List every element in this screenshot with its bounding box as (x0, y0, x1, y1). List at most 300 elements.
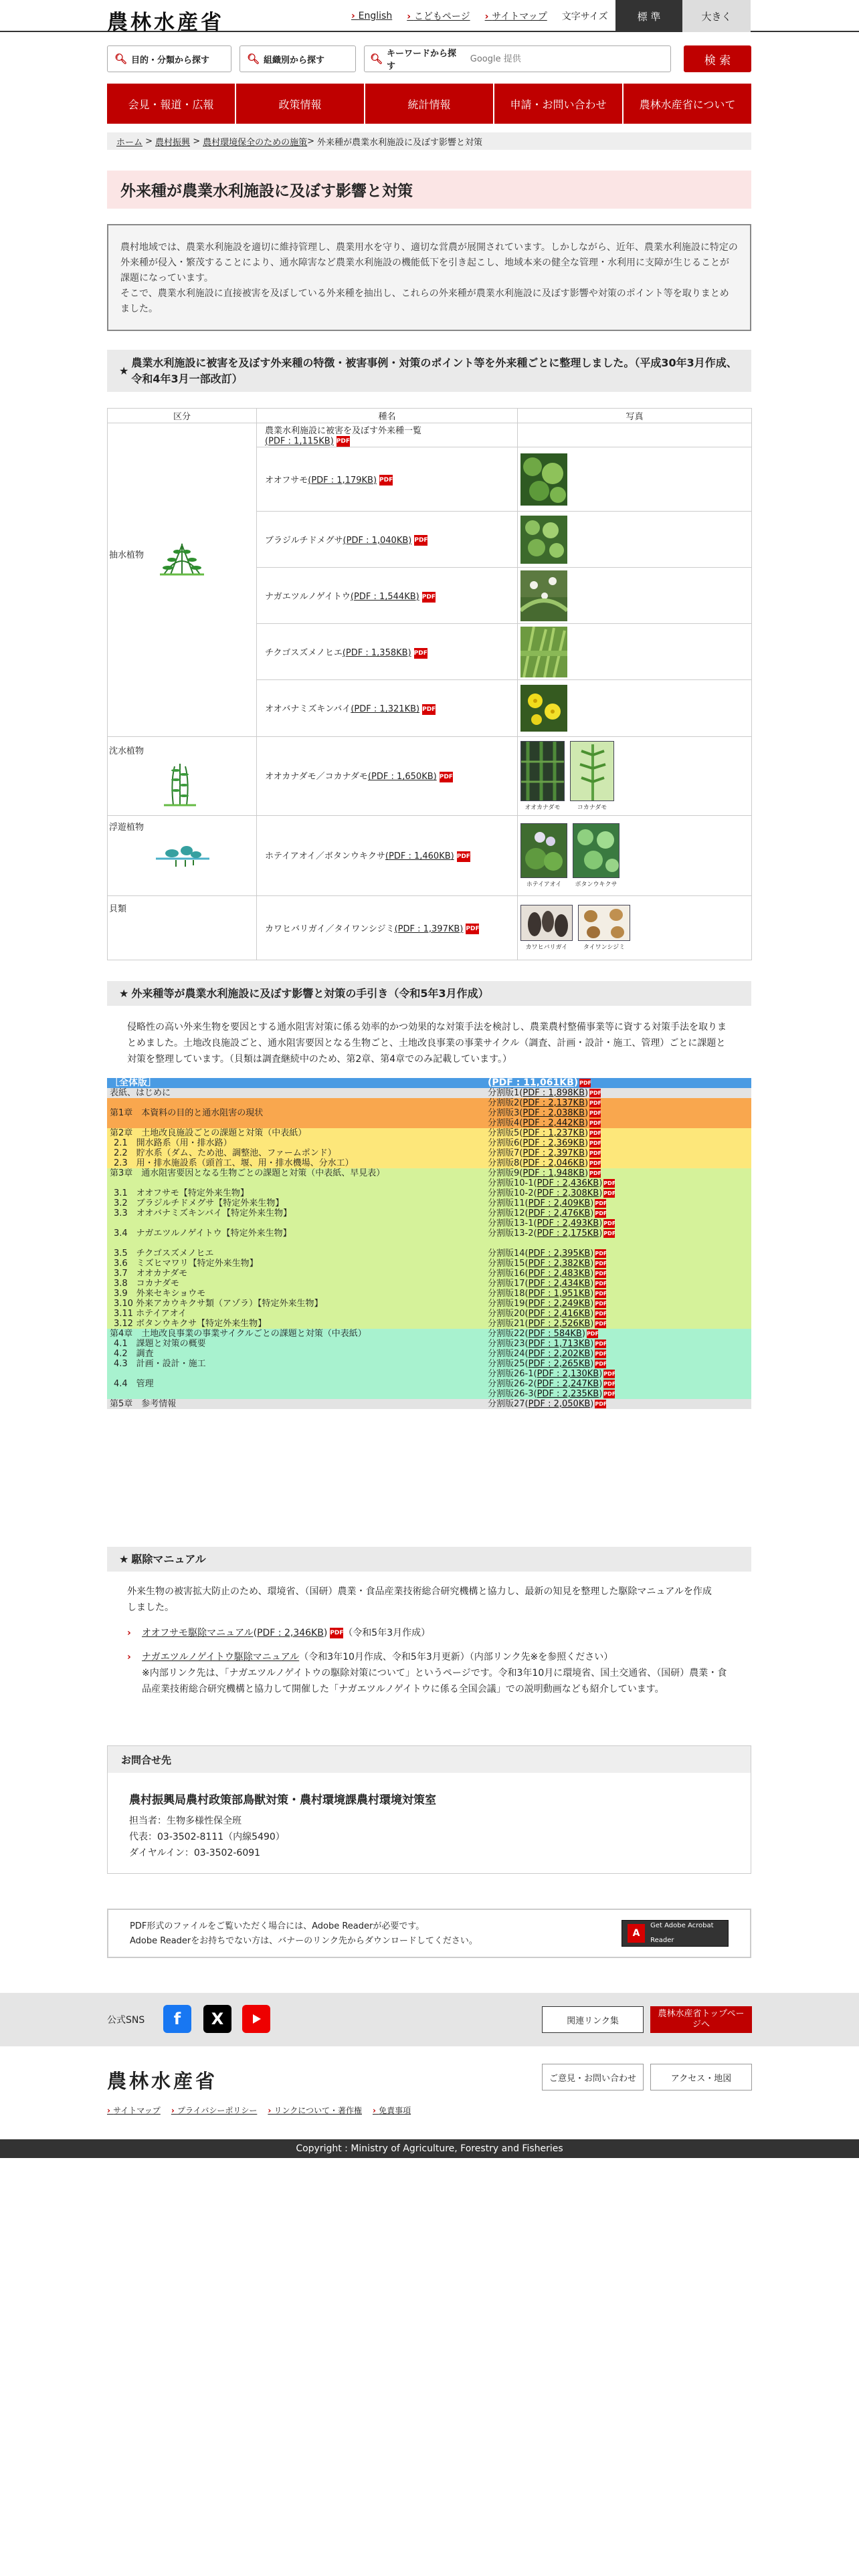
pdf-icon: PDF (586, 1331, 599, 1337)
manual-pdf-link[interactable]: PDF : 2,137KB (522, 1098, 585, 1108)
table-row (107, 1399, 751, 1409)
nav-about[interactable]: 農林水産省について (624, 84, 751, 124)
species-table (107, 408, 752, 960)
contact-box (107, 1745, 751, 1874)
manual-pdf-link[interactable]: PDF : 2,493KB (537, 1218, 599, 1228)
manual-pdf-link[interactable]: PDF : 2,416KB (528, 1309, 591, 1319)
maff-top-button[interactable]: 農林水産省トップページへ (650, 2006, 752, 2033)
nav-press[interactable]: 会見・報道・広報 (107, 84, 236, 124)
plant-photo (520, 516, 567, 564)
intro-box (107, 224, 751, 331)
manual-pdf-link[interactable]: PDF : 2,382KB (528, 1259, 591, 1269)
youtube-icon[interactable] (242, 2005, 270, 2033)
table-row (107, 1228, 751, 1239)
table-row (107, 1138, 751, 1148)
manual-chapter: 3.8 コカナダモ (107, 1279, 485, 1289)
table-row (107, 1168, 751, 1178)
manual-chapter (107, 1118, 485, 1128)
manual-chapter: 第1章 本資料の目的と通水阻害の現状 (107, 1108, 485, 1118)
fontsize-standard-button[interactable]: 標 準 (615, 0, 682, 32)
pdf-icon: PDF (595, 1401, 607, 1407)
manual-download-table (107, 1078, 751, 1409)
pdf-icon: PDF (603, 1180, 616, 1186)
floating-plant-icon (156, 841, 209, 868)
manual-chapter: 3.11 ホテイアオイ (107, 1309, 485, 1319)
manual-pdf-link[interactable]: PDF : 1,951KB (528, 1289, 591, 1299)
manual-pdf-link[interactable]: PDF : 2,235KB (537, 1389, 599, 1399)
fontsize-label: 文字サイズ (561, 11, 608, 22)
manual-pdf-cell: 分割版26-1(PDF : 2,130KB) PDF (485, 1369, 751, 1379)
nav-policy[interactable]: 政策情報 (236, 84, 365, 124)
category-cell (108, 895, 257, 960)
photo-cell (518, 895, 752, 960)
species-pdf-link[interactable]: (PDF : 1,040KB) (343, 535, 412, 546)
manual-chapter: 第3章 通水阻害要因となる生物ごとの課題と対策（中表紙、早見表） (107, 1168, 485, 1178)
fontsize-large-button[interactable]: 大きく (682, 0, 751, 32)
species-cell: ホテイアオイ／ボタンウキクサ(PDF : 1,460KB) PDF (257, 815, 518, 895)
photo-caption: タイワンシジミ (583, 944, 626, 951)
photo-caption: コカナダモ (577, 804, 607, 811)
manual-pdf-cell: 分割版14(PDF : 2,395KB) PDF (485, 1249, 751, 1259)
section-description: 侵略性の高い外来生物を要因とする通水阻害対策に係る効率的かつ効果的な対策手法を検討し、農業農村整備事業等に資する対策手法を取りまとめました。土地改良施設ごと、通水阻害要因となる生物ごと、土地改良事業の事業サイクル（調査、計画・設計・施工、管理）ごとに課題と対策を整理しています。（貝類は調査継続中のため、第2章、第4章でのみ記載しています。） (127, 1022, 727, 1065)
search-by-purpose-button[interactable]: 🔍︎ 目的・分類から探す (107, 45, 231, 72)
pdf-icon: PDF (337, 436, 350, 447)
photo-cell (518, 815, 752, 895)
site-footer (0, 2046, 859, 2140)
pdf-icon: PDF (466, 924, 479, 934)
feedback-button[interactable]: ご意見・お問い合わせ (542, 2064, 644, 2090)
pdf-icon: PDF (589, 1140, 602, 1146)
manual-pdf-cell: 分割版3(PDF : 2,038KB) PDF (485, 1108, 751, 1118)
plant-photo (520, 823, 567, 878)
table-row (107, 1289, 751, 1299)
plant-photo (520, 685, 567, 732)
manual-chapter: 第4章 土地改良事業の事業サイクルごとの課題と対策（中表紙） (107, 1329, 485, 1339)
manual-pdf-cell: 分割版13-2(PDF : 2,175KB) PDF (485, 1228, 751, 1239)
global-nav (107, 84, 751, 124)
manual-chapter: 3.2 ブラジルチドメグサ【特定外来生物】 (107, 1198, 485, 1208)
manual-pdf-cell: 分割版21(PDF : 2,526KB) PDF (485, 1319, 751, 1329)
manual-pdf-link[interactable]: PDF : 2,175KB (537, 1228, 599, 1239)
table-row (107, 1299, 751, 1309)
manual-chapter: 4.4 管理 (107, 1379, 485, 1389)
table-row (107, 1339, 751, 1349)
photo-cell (518, 680, 752, 736)
search-icon: 🔍︎ (247, 53, 260, 65)
search-by-org-button[interactable]: 🔍︎ 組織別から探す (240, 45, 356, 72)
manual-chapter (107, 1369, 485, 1379)
manual-chapter: 3.3 オオバナミズキンバイ【特定外来生物】 (107, 1208, 485, 1218)
species-cell: チクゴスズメノヒエ(PDF : 1,358KB) PDF (257, 624, 518, 680)
manual-pdf-cell: 分割版7(PDF : 2,397KB) PDF (485, 1148, 751, 1158)
table-row (107, 1188, 751, 1198)
manual-pdf-cell: 分割版22(PDF : 584KB) PDF (485, 1329, 751, 1339)
manual-pdf-cell: 分割版4(PDF : 2,442KB) PDF (485, 1118, 751, 1128)
breadcrumb-current: 外来種が農業水利施設に及ぼす影響と対策 (317, 137, 483, 148)
header-links (351, 0, 617, 32)
access-map-button[interactable]: アクセス・地図 (650, 2064, 752, 2090)
pdf-icon: PDF (414, 648, 427, 659)
manual-chapter (107, 1098, 485, 1108)
manual-pdf-link[interactable]: PDF : 2,308KB (537, 1188, 599, 1198)
pdf-icon: PDF (595, 1251, 607, 1257)
manual-pdf-link[interactable]: PDF : 2,038KB (522, 1108, 585, 1118)
manual-pdf-cell: 分割版19(PDF : 2,249KB) PDF (485, 1299, 751, 1309)
category-label: 沈水植物 (109, 746, 145, 756)
pdf-icon: PDF (589, 1150, 602, 1156)
x-icon[interactable]: X (203, 2005, 231, 2033)
category-label: 抽水植物 (109, 550, 145, 561)
photo-caption: ボタンウキクサ (575, 881, 617, 888)
manual-pdf-cell: 分割版12(PDF : 2,476KB) PDF (485, 1208, 751, 1218)
footer-sitemap-link[interactable]: › サイトマップ (107, 2105, 161, 2116)
pdf-icon: PDF (595, 1261, 607, 1267)
species-cell: オオカナダモ／コカナダモ(PDF : 1,650KB) PDF (257, 736, 518, 815)
table-row (107, 1269, 751, 1279)
pdf-icon: PDF (589, 1170, 602, 1176)
manual-pdf-link[interactable]: PDF : 2,434KB (528, 1279, 591, 1289)
manual-pdf-link[interactable]: PDF : 2,397KB (522, 1148, 585, 1158)
pdf-icon: PDF (603, 1190, 616, 1196)
species-pdf-link[interactable]: (PDF : 1,650KB) (367, 772, 437, 782)
table-row (107, 1349, 751, 1359)
contact-heading: お問合せ先 (108, 1746, 751, 1773)
pdf-icon: PDF (589, 1120, 602, 1126)
manual-pdf-link[interactable]: PDF : 1,713KB (528, 1339, 591, 1349)
table-row (107, 1098, 751, 1108)
adobe-icon: A (628, 1924, 645, 1943)
manual-pdf-cell: 分割版10-2(PDF : 2,308KB) PDF (485, 1188, 751, 1198)
table-header: 種名 (257, 409, 518, 423)
sns-bar (0, 1993, 859, 2046)
photo-cell (518, 624, 752, 680)
manual-pdf-link[interactable]: PDF : 1,948KB (522, 1168, 585, 1178)
manual-pdf-link[interactable]: PDF : 2,483KB (528, 1269, 591, 1279)
manual-pdf-link[interactable]: PDF : 2,265KB (528, 1359, 591, 1369)
photo-cell (518, 512, 752, 568)
search-icon: 🔍︎ (114, 53, 128, 65)
pdf-icon: PDF (595, 1361, 607, 1367)
pdf-icon: PDF (414, 535, 427, 546)
footer-disclaimer-link[interactable]: › 免責事項 (373, 2105, 411, 2116)
pdf-icon: PDF (589, 1130, 602, 1136)
table-row (107, 1088, 751, 1098)
table-row (107, 1178, 751, 1188)
species-cell (257, 423, 518, 447)
table-row (107, 1198, 751, 1208)
species-list-pdf-link[interactable]: (PDF : 1,115KB) (265, 436, 334, 447)
facebook-icon[interactable]: f (163, 2005, 191, 2033)
site-logo[interactable]: 農林水産省 (107, 11, 224, 35)
breadcrumb: ホーム > 農村振興 > 農村環境保全のための施策 > 外来種が農業水利施設に及ぼす影響と対策 (107, 132, 751, 150)
manual-pdf-link[interactable]: PDF : 2,346KB (257, 1628, 324, 1638)
manual-chapter: 第5章 参考情報 (107, 1399, 485, 1409)
search-bar (107, 45, 751, 74)
manual-pdf-cell: 分割版6(PDF : 2,369KB) PDF (485, 1138, 751, 1148)
breadcrumb-rural[interactable]: 農村振興 (155, 137, 191, 148)
table-row (107, 1118, 751, 1128)
pdf-icon: PDF (595, 1291, 607, 1297)
table-row (107, 1108, 751, 1118)
table-row (107, 1319, 751, 1329)
manual-pdf-link[interactable]: PDF : 1,898KB (522, 1088, 585, 1098)
kids-link[interactable]: › こどもページ (407, 9, 470, 23)
manual-pdf-cell: 分割版26-2(PDF : 2,247KB) PDF (485, 1379, 751, 1389)
intro-paragraph: そこで、農業水利施設に直接被害を及ぼしている外来種を抽出し、これらの外来種が農業水利施設に及ぼす影響や対策のポイント等を取りまとめました。 (120, 288, 729, 314)
get-adobe-reader-button[interactable]: A Get Adobe Acrobat Reader (622, 1920, 729, 1947)
search-icon: 🔍︎ (370, 53, 383, 65)
species-cell: ブラジルチドメグサ(PDF : 1,040KB) PDF (257, 512, 518, 568)
manual-pdf-cell: 分割版13-1(PDF : 2,493KB) PDF (485, 1218, 751, 1228)
plant-photo (520, 570, 567, 621)
manual-pdf-link[interactable]: PDF : 11,061KB (492, 1078, 574, 1088)
manual-pdf-link[interactable]: PDF : 2,409KB (528, 1198, 591, 1208)
manual-pdf-cell: 分割版17(PDF : 2,434KB) PDF (485, 1279, 751, 1289)
contact-tel: ダイヤルイン：03-3502-6091 (129, 1848, 261, 1858)
contact-organization: 農村振興局農村政策部鳥獣対策・農村環境課農村環境対策室 (129, 1794, 436, 1807)
pdf-icon: PDF (440, 772, 453, 782)
species-pdf-link[interactable]: (PDF : 1,179KB) (308, 475, 377, 486)
intro-paragraph: 農村地域では、農業水利施設を適切に維持管理し、農業用水を守り、適切な営農が展開されています。しかしながら、近年、農業水利施設に特定の外来種が侵入・繁茂することにより、通水障害など農業水利施設の機能低下を引き起こし、地域本来の健全な管理・水利用に支障が生じることが課題になっています。 (120, 242, 738, 284)
table-row (107, 1369, 751, 1379)
manual-item: › ナガエツルノゲイトウ駆除マニュアル（令和3年10月作成、令和5年3月更新）（内部リンク先※を参照ください） ※内部リンク先は、「ナガエツルノゲイトウの駆除対策について」というページです。令和3年10月に環境省、国土交通省、（国研）農業・食品産業技術総合研究機構と協力して開催した「ナガエツルノゲイトウに係る全国会議」での説明動画なども紹介しています。 (127, 1649, 729, 1697)
pdf-icon: PDF (589, 1090, 602, 1096)
pdf-icon: PDF (589, 1160, 602, 1166)
plant-photo (520, 741, 565, 801)
manual-link[interactable]: ナガエツルノゲイトウ駆除マニュアル (142, 1652, 300, 1662)
table-row (107, 1329, 751, 1339)
manual-pdf-link[interactable]: PDF : 2,046KB (522, 1158, 585, 1168)
footer-copyright-link[interactable]: › リンクについて・著作権 (268, 2105, 362, 2116)
table-row (107, 1359, 751, 1369)
site-header (0, 0, 859, 35)
manual-chapter: 第2章 土地改良施設ごとの課題と対策（中表紙） (107, 1128, 485, 1138)
table-row (107, 1309, 751, 1319)
photo-cell (518, 568, 752, 624)
page-title: 外来種が農業水利施設に及ぼす影響と対策 (107, 171, 751, 209)
table-row (107, 1279, 751, 1289)
species-cell: オオフサモ(PDF : 1,179KB) PDF (257, 447, 518, 512)
pdf-icon: PDF (595, 1281, 607, 1287)
pdf-icon: PDF (595, 1271, 607, 1277)
manual-chapter: 4.3 計画・設計・施工 (107, 1359, 485, 1369)
manual-pdf-link[interactable]: PDF : 2,436KB (537, 1178, 599, 1188)
manual-pdf-cell: 分割版5(PDF : 1,237KB) PDF (485, 1128, 751, 1138)
manual-pdf-link[interactable]: PDF : 2,442KB (522, 1118, 585, 1128)
manual-pdf-cell: 分割版8(PDF : 2,046KB) PDF (485, 1158, 751, 1168)
manual-chapter: 3.5 チクゴスズメノヒエ (107, 1249, 485, 1259)
table-header: 区分 (108, 409, 257, 423)
breadcrumb-home[interactable]: ホーム (116, 137, 143, 148)
manual-pdf-link[interactable]: PDF : 2,476KB (528, 1208, 591, 1218)
manual-link[interactable]: オオフサモ駆除マニュアル (142, 1628, 254, 1638)
pdf-icon: PDF (422, 592, 436, 603)
manual-chapter (107, 1389, 485, 1399)
manual-pdf-link[interactable]: PDF : 1,237KB (522, 1128, 585, 1138)
photo-cell (518, 447, 752, 512)
plant-photo (520, 627, 567, 677)
table-row (107, 1078, 751, 1088)
manual-pdf-link[interactable]: PDF : 2,050KB (528, 1399, 591, 1409)
manual-pdf-cell: (PDF : 11,061KB) PDF (485, 1078, 751, 1088)
table-row (107, 1208, 751, 1218)
manual-chapter: 3.4 ナガエツルノゲイトウ【特定外来生物】 (107, 1228, 485, 1239)
pdf-icon: PDF (595, 1301, 607, 1307)
species-pdf-link[interactable]: (PDF : 1,358KB) (342, 648, 411, 659)
species-cell: オオバナミズキンバイ(PDF : 1,321KB) PDF (257, 680, 518, 736)
english-link[interactable]: › English (351, 11, 392, 21)
manual-pdf-cell: 分割版9(PDF : 1,948KB) PDF (485, 1168, 751, 1178)
plant-photo (570, 741, 614, 801)
table-row (107, 1249, 751, 1259)
manual-chapter: 2.2 貯水系（ダム、ため池、調整池、ファームポンド） (107, 1148, 485, 1158)
manual-pdf-cell: 分割版11(PDF : 2,409KB) PDF (485, 1198, 751, 1208)
manual-pdf-cell: 分割版25(PDF : 2,265KB) PDF (485, 1359, 751, 1369)
manual-chapter: ［全体版］ (107, 1078, 485, 1088)
pdf-icon: PDF (595, 1321, 607, 1327)
manual-pdf-link[interactable]: PDF : 2,130KB (537, 1369, 599, 1379)
search-submit-button[interactable]: 検 索 (684, 45, 751, 72)
pdf-icon: PDF (579, 1079, 592, 1086)
table-row (107, 1158, 751, 1168)
section-description: 外来生物の被害拡大防止のため、環境省、（国研）農業・食品産業技術総合研究機構と協力し、最新の知見を整理した駆除マニュアルを作成しました。 (127, 1586, 712, 1613)
pdf-icon: PDF (595, 1311, 607, 1317)
related-links-button[interactable]: 関連リンク集 (542, 2006, 644, 2033)
shell-photo (578, 905, 630, 941)
manual-pdf-cell: 分割版27(PDF : 2,050KB) PDF (485, 1399, 751, 1409)
emergent-plant-icon (157, 541, 207, 578)
section-heading: ★ 駆除マニュアル (107, 1547, 751, 1572)
manual-pdf-cell: 分割版20(PDF : 2,416KB) PDF (485, 1309, 751, 1319)
manual-pdf-link[interactable]: PDF : 2,526KB (528, 1319, 591, 1329)
sitemap-link[interactable]: › サイトマップ (485, 9, 547, 23)
pdf-icon: PDF (330, 1628, 343, 1638)
manual-chapter: 3.7 オオカナダモ (107, 1269, 485, 1279)
table-row (107, 1128, 751, 1138)
category-cell (108, 815, 257, 895)
manual-chapter (107, 1178, 485, 1188)
table-row (107, 1389, 751, 1399)
manual-pdf-cell: 分割版10-1(PDF : 2,436KB) PDF (485, 1178, 751, 1188)
manual-chapter: 3.10 外来アカウキクサ類（アゾラ）【特定外来生物】 (107, 1299, 485, 1309)
table-row (107, 1218, 751, 1228)
manual-pdf-cell: 分割版16(PDF : 2,483KB) PDF (485, 1269, 751, 1279)
keyword-search-box: 🔍︎ キーワードから探す Google 提供 (364, 45, 671, 72)
manual-chapter: 2.3 用・排水施設系（頭首工、堰、用・排水機場、分水工） (107, 1158, 485, 1168)
manual-chapter: 4.2 調査 (107, 1349, 485, 1359)
section-heading: ★ 外来種等が農業水利施設に及ぼす影響と対策の手引き（令和5年3月作成） (107, 981, 751, 1006)
manual-chapter: 3.1 オオフサモ【特定外来生物】 (107, 1188, 485, 1198)
nav-statistics[interactable]: 統計情報 (365, 84, 494, 124)
manual-chapter (107, 1239, 485, 1249)
manual-pdf-cell: 分割版1(PDF : 1,898KB) PDF (485, 1088, 751, 1098)
manual-chapter: 4.1 課題と対策の概要 (107, 1339, 485, 1349)
pdf-icon: PDF (595, 1341, 607, 1347)
shell-photo (520, 905, 573, 941)
copyright: Copyright : Ministry of Agriculture, Forestry and Fisheries (0, 2139, 859, 2158)
species-pdf-link[interactable]: (PDF : 1,544KB) (350, 592, 419, 603)
species-cell: ナガエツルノゲイトウ(PDF : 1,544KB) PDF (257, 568, 518, 624)
category-label: 貝類 (109, 903, 127, 914)
manual-pdf-cell: 分割版2(PDF : 2,137KB) PDF (485, 1098, 751, 1108)
manual-chapter (107, 1218, 485, 1228)
table-row (107, 1259, 751, 1269)
species-pdf-link[interactable]: (PDF : 1,321KB) (351, 704, 420, 715)
table-row (107, 1239, 751, 1249)
pdf-icon: PDF (603, 1391, 616, 1397)
footer-links (107, 2105, 421, 2116)
nav-application[interactable]: 申請・お問い合わせ (494, 84, 624, 124)
table-header: 写真 (518, 409, 752, 423)
contact-person: 担当者：生物多様性保全班 (129, 1816, 242, 1826)
pdf-icon: PDF (589, 1100, 602, 1106)
species-list-text: 農業水利施設に被害を及ぼす外来種一覧 (265, 426, 422, 437)
breadcrumb-environment[interactable]: 農村環境保全のための施策 (203, 137, 308, 148)
footer-logo[interactable]: 農林水産省 (107, 2070, 218, 2092)
adobe-notice: PDF形式のファイルをご覧いただく場合には、Adobe Readerが必要です。 Adobe Readerをお持ちでない方は、バナーのリンク先からダウンロードしてください。 A Get Adobe Acrobat Reader (107, 1909, 751, 1958)
manual-pdf-cell: 分割版24(PDF : 2,202KB) PDF (485, 1349, 751, 1359)
manual-chapter: 3.12 ボタンウキクサ【特定外来生物】 (107, 1319, 485, 1329)
contact-tel: 代表：03-3502-8111（内線5490） (129, 1832, 285, 1842)
category-cell (108, 423, 257, 737)
pdf-icon: PDF (589, 1110, 602, 1116)
manual-chapter: 3.9 外来セキショウモ (107, 1289, 485, 1299)
sns-label: 公式SNS (107, 2015, 145, 2026)
pdf-icon: PDF (595, 1210, 607, 1216)
species-cell: カワヒバリガイ／タイワンシジミ(PDF : 1,397KB) PDF (257, 895, 518, 960)
submerged-plant-icon (161, 761, 199, 807)
category-cell (108, 736, 257, 815)
pdf-icon: PDF (457, 851, 470, 862)
table-row (107, 1148, 751, 1158)
species-pdf-link[interactable]: (PDF : 1,460KB) (385, 851, 454, 862)
pdf-icon: PDF (422, 704, 436, 715)
pdf-icon: PDF (379, 475, 393, 486)
manual-pdf-link[interactable]: PDF : 2,369KB (522, 1138, 585, 1148)
species-pdf-link[interactable]: (PDF : 1,397KB) (394, 924, 464, 934)
manual-pdf-cell (485, 1239, 751, 1249)
manual-pdf-link[interactable]: PDF : 2,247KB (537, 1379, 599, 1389)
table-row (107, 1379, 751, 1389)
manual-pdf-link[interactable]: PDF : 2,249KB (528, 1299, 591, 1309)
photo-caption: カワヒバリガイ (525, 944, 568, 951)
section-heading: ★ 農業水利施設に被害を及ぼす外来種の特徴・被害事例・対策のポイント等を外来種ごとに整理しました。（平成30年3月作成、令和4年3月一部改訂） (107, 350, 751, 392)
manual-pdf-cell: 分割版15(PDF : 2,382KB) PDF (485, 1259, 751, 1269)
pdf-icon: PDF (603, 1230, 616, 1237)
manual-pdf-link[interactable]: PDF : 2,395KB (528, 1249, 591, 1259)
pdf-icon: PDF (595, 1200, 607, 1206)
pdf-icon: PDF (603, 1220, 616, 1226)
footer-privacy-link[interactable]: › プライバシーポリシー (171, 2105, 258, 2116)
manual-pdf-cell: 分割版23(PDF : 1,713KB) PDF (485, 1339, 751, 1349)
photo-caption: オオカナダモ (524, 804, 561, 811)
manual-pdf-link[interactable]: PDF : 2,202KB (528, 1349, 591, 1359)
plant-photo (520, 453, 567, 506)
manual-pdf-cell: 分割版26-3(PDF : 2,235KB) PDF (485, 1389, 751, 1399)
pdf-icon: PDF (603, 1371, 616, 1377)
manual-pdf-cell: 分割版18(PDF : 1,951KB) PDF (485, 1289, 751, 1299)
category-label: 浮遊植物 (109, 822, 145, 833)
photo-caption: ホテイアオイ (526, 881, 562, 888)
photo-cell (518, 736, 752, 815)
manual-pdf-link[interactable]: PDF : 584KB (528, 1329, 582, 1339)
pdf-icon: PDF (595, 1351, 607, 1357)
photo-cell (518, 423, 752, 447)
pdf-icon: PDF (603, 1381, 616, 1387)
manual-chapter: 表紙、はじめに (107, 1088, 485, 1098)
manual-chapter: 2.1 開水路系（用・排水路） (107, 1138, 485, 1148)
search-input[interactable] (470, 49, 670, 68)
